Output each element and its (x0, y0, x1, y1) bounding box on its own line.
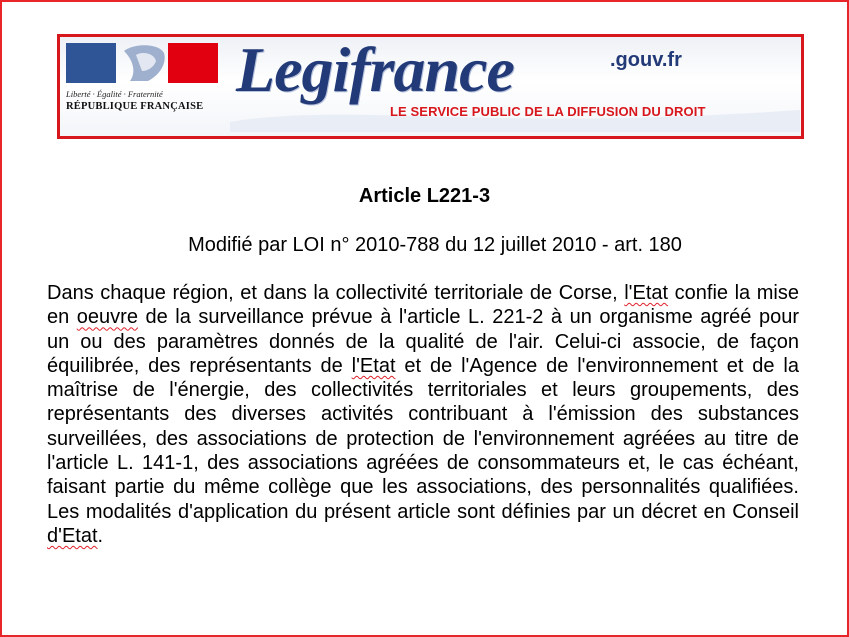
marianne-logo-icon (64, 41, 220, 129)
legifrance-wordmark: Legifrance (236, 34, 514, 105)
body-text: de la surveillance prévue à l'article L. 221-2 à un organisme agréé pour un ou des paramètres donnés de la qualité de l'air. Celui-ci associe, de façon équilibrée, des représentants de (47, 306, 799, 377)
article-paragraph (47, 281, 799, 548)
spellcheck-word: l'Etat (351, 354, 396, 377)
body-text: . (97, 524, 104, 547)
spellcheck-word: l'Etat (624, 282, 669, 304)
gouv-domain-label: .gouv.fr (610, 49, 682, 71)
article-modification-note: Modifié par LOI n° 2010-788 du 12 juillet 2010 - art. 180 (188, 234, 682, 256)
legifrance-banner[interactable] (57, 34, 804, 139)
republic-label: RÉPUBLIQUE FRANÇAISE (66, 101, 204, 112)
republic-motto: Liberté · Égalité · Fraternité (66, 89, 163, 99)
spellcheck-word: oeuvre (76, 306, 138, 329)
body-text: et de l'Agence de l'environnement et de la maîtrise de l'énergie, des collectivités territoriales et leurs groupements, des représentants des diverses activités contribuant à l'émission des substances surveillées, des associations de protection de l'environnement agréées au titre de l'article L. 141-1, des associations agréées de consommateurs et, le cas échéant, faisant partie du même collège que les associations, des personnalités qualifiées. Les modalités d'application du présent article sont définies par un décret en Conseil (47, 354, 799, 523)
article-title: Article L221-3 (358, 185, 491, 207)
spellcheck-word: d'Etat (47, 524, 98, 547)
body-text: Dans chaque région, et dans la collectivité territoriale de Corse, (47, 282, 625, 304)
banner-slogan: LE SERVICE PUBLIC DE LA DIFFUSION DU DROIT (390, 104, 706, 119)
body-text: confie la mise en (47, 282, 799, 329)
article-body (47, 281, 799, 548)
